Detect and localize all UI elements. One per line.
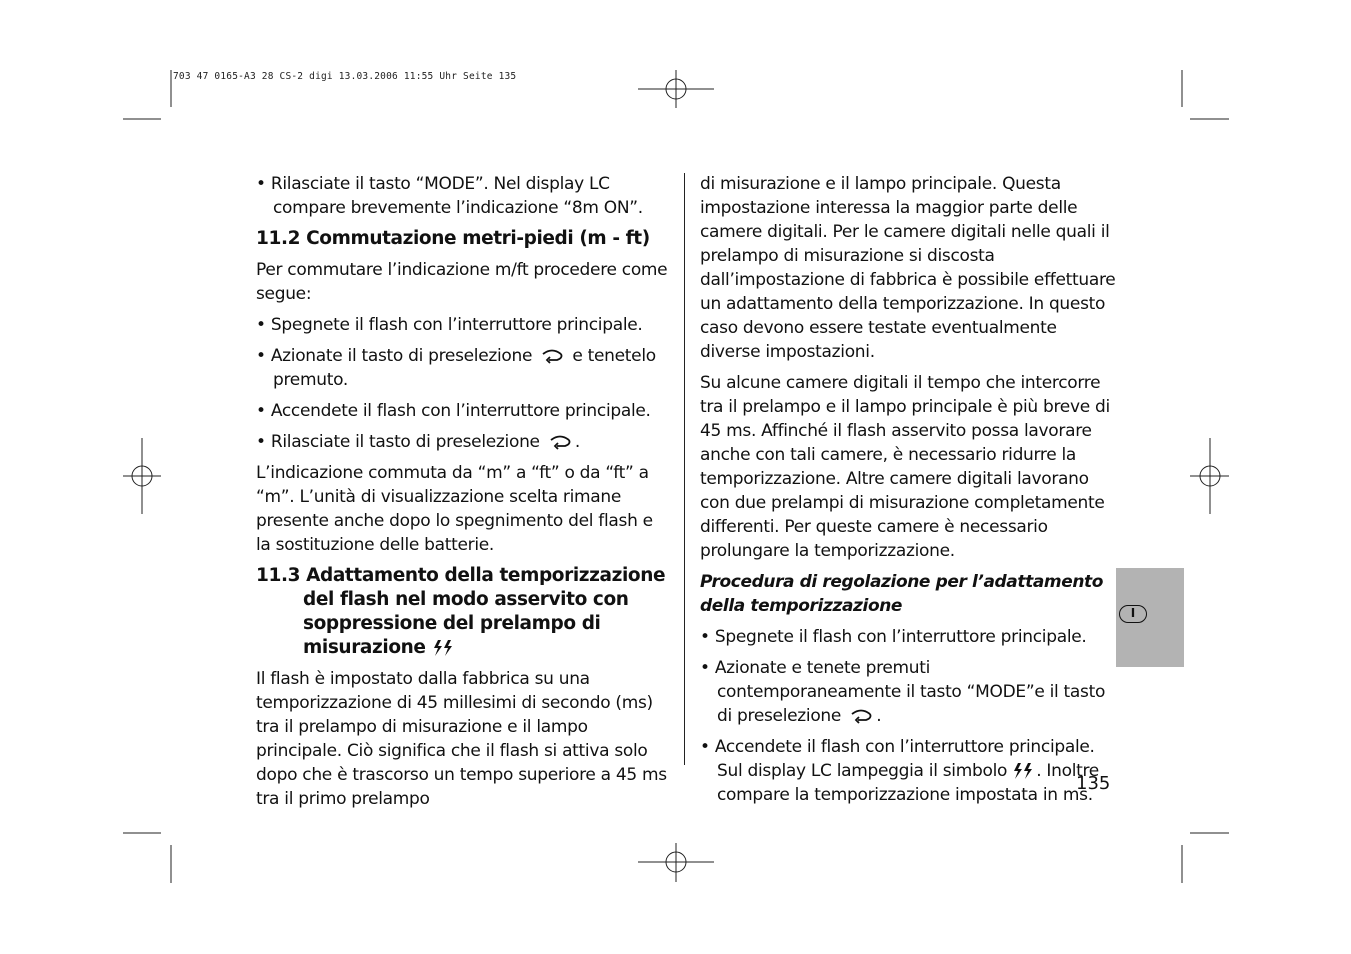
- list-item-text: e tenetelo premuto.: [273, 346, 656, 390]
- paragraph: di misurazione e il lampo principale. Questa impostazione interessa la maggior parte delle camere digitali. Per le camere digitali nelle quali il prelampo di misurazione si discosta dall’impostazione di fabbrica è possibile effettuare un adattamento della temporizzazione. In questo caso devono essere testate eventualmente diverse impostazioni.: [700, 174, 1116, 362]
- list-item-text: . Inoltre compare la temporizzazione impostata in ms.: [717, 761, 1099, 805]
- right-column: [700, 172, 1118, 814]
- list-item: • Spegnete il flash con l’interruttore principale.: [256, 315, 643, 335]
- list-item: [700, 656, 1118, 728]
- list-item-text: • Accendete il flash con l’interruttore principale. Sul display LC lampeggia il simbolo: [700, 737, 1095, 781]
- list-item-text: • Azionate e tenete premuti contemporaneamente il tasto “MODE”e il tasto di preselezione: [700, 658, 1106, 726]
- list-item: • Spegnete il flash con l’interruttore principale.: [700, 627, 1087, 647]
- procedure-heading: Procedura di regolazione per l’adattamento della temporizzazione: [700, 572, 1104, 616]
- paragraph: Per commutare l’indicazione m/ft procedere come segue:: [256, 260, 668, 304]
- language-badge: I: [1119, 605, 1147, 623]
- list-item-text: • Azionate il tasto di preselezione: [256, 346, 533, 366]
- list-item-text: .: [574, 432, 580, 452]
- section-heading-11-2: 11.2 Commutazione metri-piedi (m - ft): [256, 228, 650, 249]
- column-divider: [684, 173, 685, 765]
- left-column: [256, 172, 672, 818]
- section-heading-text: 11.3 Adattamento della temporizzazione del flash nel modo asservito con soppressione del prelampo di misurazione: [256, 565, 666, 658]
- paragraph: L’indicazione commuta da “m” a “ft” o da “ft” a “m”. L’unità di visualizzazione scelta rimane presente anche dopo lo spegnimento del flash e la sostituzione delle batterie.: [256, 463, 653, 555]
- list-item: [700, 735, 1118, 807]
- page-number: 135: [1076, 773, 1111, 794]
- print-header: 703 47 0165-A3 28 CS-2 digi 13.03.2006 11:55 Uhr Seite 135: [173, 71, 517, 82]
- preselect-key-icon: [846, 708, 876, 724]
- list-item: [256, 344, 672, 392]
- paragraph: Il flash è impostato dalla fabbrica su una temporizzazione di 45 millesimi di secondo (ms) tra il prelampo di misurazione e il lampo principale. Ciò significa che il flash si attiva solo dopo che è trascorso un tempo superiore a 45 ms tra il primo prelampo: [256, 669, 667, 809]
- preselect-key-icon: [545, 434, 575, 450]
- section-heading-11-3: [256, 564, 672, 660]
- preselect-key-icon: [537, 348, 567, 364]
- list-item: [256, 430, 672, 454]
- slave-flash-icon: [432, 639, 456, 657]
- list-item: • Accendete il flash con l’interruttore principale.: [256, 401, 651, 421]
- list-item-text: .: [876, 706, 882, 726]
- paragraph: Su alcune camere digitali il tempo che intercorre tra il prelampo e il lampo principale è più breve di 45 ms. Affinché il flash asservito possa lavorare anche con tali camere, è necessario ridurre la temporizzazione. Altre camere digitali lavorano con due prelampi di misurazione completamente differenti. Per queste camere è necessario prolungare la temporizzazione.: [700, 373, 1110, 561]
- slave-flash-icon: [1012, 762, 1036, 780]
- list-item-text: • Rilasciate il tasto di preselezione: [256, 432, 540, 452]
- list-item: • Rilasciate il tasto “MODE”. Nel display LC compare brevemente l’indicazione “8m ON”.: [256, 174, 643, 218]
